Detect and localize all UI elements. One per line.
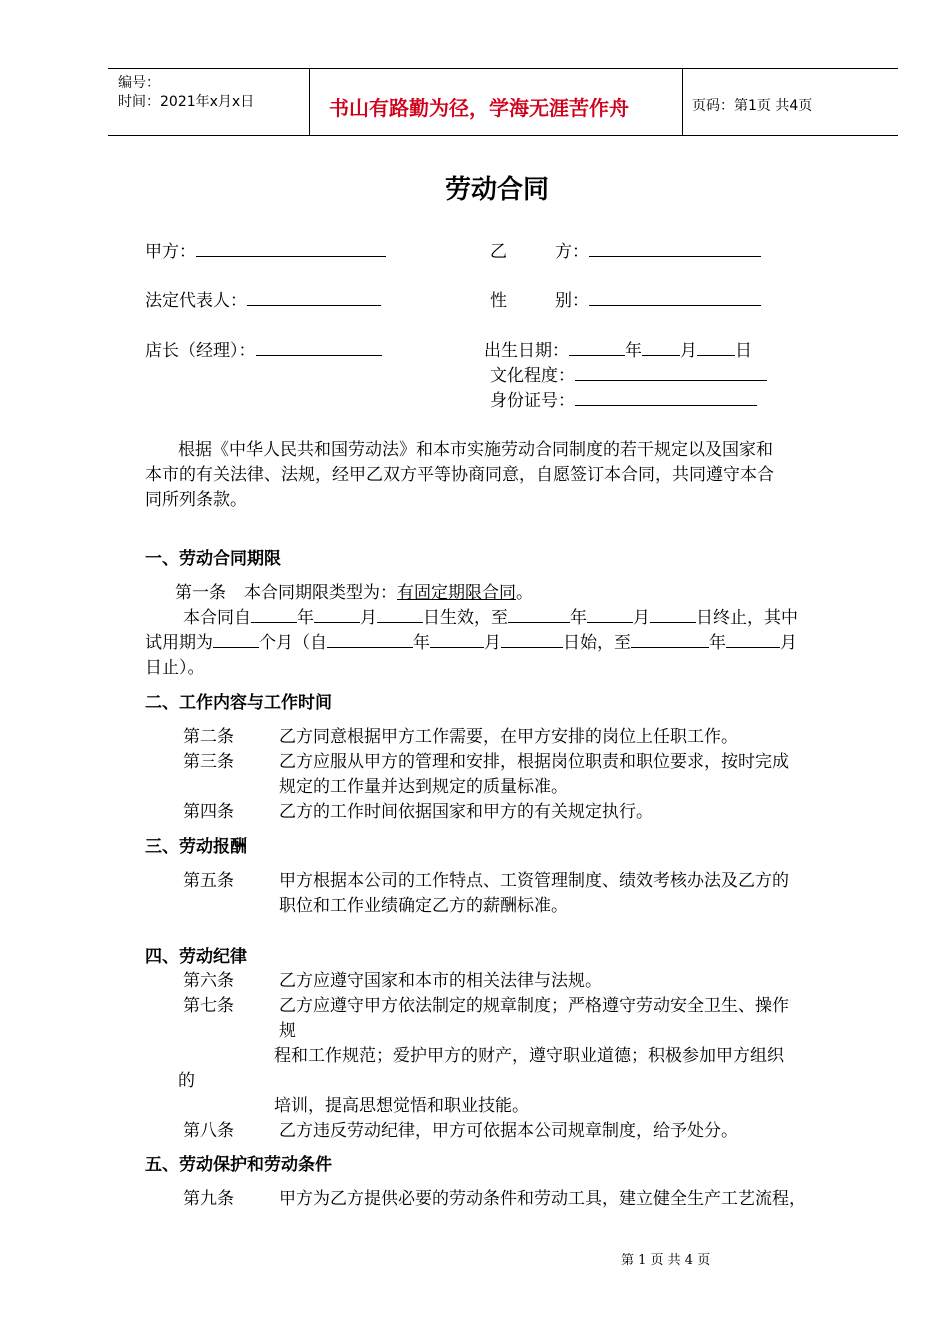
education-row	[490, 361, 767, 386]
term-end-month-field[interactable]	[587, 604, 633, 623]
term-start-day-field[interactable]	[377, 604, 423, 623]
probation-year-unit: 年	[413, 633, 430, 653]
probation-months-unit: 个月（自	[259, 633, 327, 653]
legal-rep-label: 法定代表人：	[145, 291, 247, 311]
term-month-unit: 月	[360, 608, 377, 628]
term-start-text: 本合同自	[183, 608, 251, 628]
party-a-field[interactable]	[196, 238, 386, 257]
id-number-label: 身份证号：	[490, 391, 575, 411]
article-5-text-2: 职位和工作业绩确定乙方的薪酬标准。	[279, 896, 568, 916]
gender-row	[490, 286, 761, 311]
party-b-label-2: 方：	[555, 242, 589, 262]
header-divider-1	[309, 68, 310, 135]
manager-field[interactable]	[256, 337, 382, 356]
article-7-text-4: 的	[178, 1071, 195, 1091]
probation-end-year-unit: 年	[709, 633, 726, 653]
probation-end-year-field[interactable]	[631, 629, 709, 648]
term-end-text: 日终止，其中	[696, 608, 798, 628]
gender-label-2: 别：	[555, 291, 589, 311]
probation-months-field[interactable]	[213, 629, 259, 648]
section-3-heading: 三、劳动报酬	[145, 837, 247, 857]
probation-end-month-field[interactable]	[726, 629, 780, 648]
section-4-heading: 四、劳动纪律	[145, 947, 247, 967]
birth-day-field[interactable]	[697, 337, 735, 356]
article-5-label: 第五条	[183, 871, 234, 891]
article-5-text-1: 甲方根据本公司的工作特点、工资管理制度、绩效考核办法及乙方的	[279, 871, 789, 891]
birth-row	[484, 336, 752, 361]
term-end-year-unit: 年	[570, 608, 587, 628]
term-start-month-field[interactable]	[314, 604, 360, 623]
term-end-year-field[interactable]	[508, 604, 570, 623]
article-4-label: 第四条	[183, 802, 234, 822]
article-7-label: 第七条	[183, 996, 234, 1016]
birth-year-unit: 年	[625, 341, 642, 361]
term-year-unit: 年	[297, 608, 314, 628]
legal-rep-field[interactable]	[247, 287, 381, 306]
article-6-text: 乙方应遵守国家和本市的相关法律与法规。	[279, 971, 602, 991]
education-label: 文化程度：	[490, 366, 575, 386]
manager-row	[145, 336, 382, 361]
section-1-heading: 一、劳动合同期限	[145, 549, 281, 569]
page-footer: 第 1 页 共 4 页	[621, 1253, 711, 1268]
article-3-text-2: 规定的工作量并达到规定的质量标准。	[279, 777, 568, 797]
legal-rep-row	[145, 286, 381, 311]
term-line	[183, 603, 798, 628]
party-b-label-1: 乙	[490, 242, 507, 262]
preamble-line-3: 同所列条款。	[145, 490, 247, 510]
contract-type-value: 有固定期限合同	[397, 583, 516, 603]
id-number-field[interactable]	[575, 387, 757, 406]
article-6-label: 第六条	[183, 971, 234, 991]
term-start-year-field[interactable]	[251, 604, 297, 623]
birth-label: 出生日期：	[484, 341, 569, 361]
party-b-row	[490, 237, 761, 262]
article-7-text-2: 规	[279, 1021, 296, 1041]
article-3-label: 第三条	[183, 752, 234, 772]
gender-field[interactable]	[589, 287, 761, 306]
article-7-text-1: 乙方应遵守甲方依法制定的规章制度；严格遵守劳动安全卫生、操作	[279, 996, 789, 1016]
article-1-text: 本合同期限类型为：	[244, 583, 397, 603]
probation-start-year-field[interactable]	[327, 629, 413, 648]
gender-label-1: 性	[490, 291, 507, 311]
article-8-label: 第八条	[183, 1121, 234, 1141]
article-2-label: 第二条	[183, 727, 234, 747]
probation-end-line: 日止）。	[145, 658, 205, 678]
header-top-border	[108, 68, 898, 69]
party-a-row	[145, 237, 386, 262]
party-a-label: 甲方：	[145, 242, 196, 262]
probation-text: 试用期为	[145, 633, 213, 653]
probation-start-day-field[interactable]	[501, 629, 563, 648]
birth-month-field[interactable]	[642, 337, 680, 356]
probation-start-month-field[interactable]	[430, 629, 484, 648]
section-5-heading: 五、劳动保护和劳动条件	[145, 1155, 332, 1175]
article-9-text: 甲方为乙方提供必要的劳动条件和劳动工具，建立健全生产工艺流程，	[279, 1189, 806, 1209]
header-motto: 书山有路勤为径，学海无涯苦作舟	[329, 96, 629, 120]
header-bottom-border	[108, 135, 898, 136]
preamble-line-1: 根据《中华人民共和国劳动法》和本市实施劳动合同制度的若干规定以及国家和	[178, 440, 773, 460]
id-number-row	[490, 386, 757, 411]
header-number-label: 编号：	[118, 75, 160, 91]
header-divider-2	[682, 68, 683, 135]
article-7-text-5: 培训，提高思想觉悟和职业技能。	[274, 1096, 529, 1116]
probation-month-unit: 月	[484, 633, 501, 653]
section-2-heading: 二、工作内容与工作时间	[145, 693, 332, 713]
article-3-text-1: 乙方应服从甲方的管理和安排，根据岗位职责和职位要求，按时完成	[279, 752, 789, 772]
birth-year-field[interactable]	[569, 337, 625, 356]
article-2-text: 乙方同意根据甲方工作需要，在甲方安排的岗位上任职工作。	[279, 727, 738, 747]
article-7-text-3: 程和工作规范；爱护甲方的财产，遵守职业道德；积极参加甲方组织	[274, 1046, 784, 1066]
article-1-end: 。	[516, 583, 533, 603]
header-time-label: 时间：2021年x月x日	[118, 94, 255, 110]
page-title: 劳动合同	[445, 175, 550, 205]
header-page-info: 页码：第1页 共4页	[692, 98, 813, 114]
term-effective-text: 日生效，至	[423, 608, 508, 628]
education-field[interactable]	[575, 362, 767, 381]
article-8-text: 乙方违反劳动纪律，甲方可依据本公司规章制度，给予处分。	[279, 1121, 738, 1141]
party-b-field[interactable]	[589, 238, 761, 257]
term-end-month-unit: 月	[633, 608, 650, 628]
manager-label: 店长（经理）：	[145, 341, 256, 361]
birth-month-unit: 月	[680, 341, 697, 361]
term-end-day-field[interactable]	[650, 604, 696, 623]
article-9-label: 第九条	[183, 1189, 234, 1209]
preamble-line-2: 本市的有关法律、法规，经甲乙双方平等协商同意，自愿签订本合同，共同遵守本合	[145, 465, 774, 485]
birth-day-unit: 日	[735, 341, 752, 361]
probation-end-month-unit: 月	[780, 633, 797, 653]
probation-start-text: 日始，至	[563, 633, 631, 653]
article-4-text: 乙方的工作时间依据国家和甲方的有关规定执行。	[279, 802, 653, 822]
probation-line	[145, 628, 797, 653]
article-1-label: 第一条	[175, 583, 226, 603]
article-1	[175, 578, 533, 603]
